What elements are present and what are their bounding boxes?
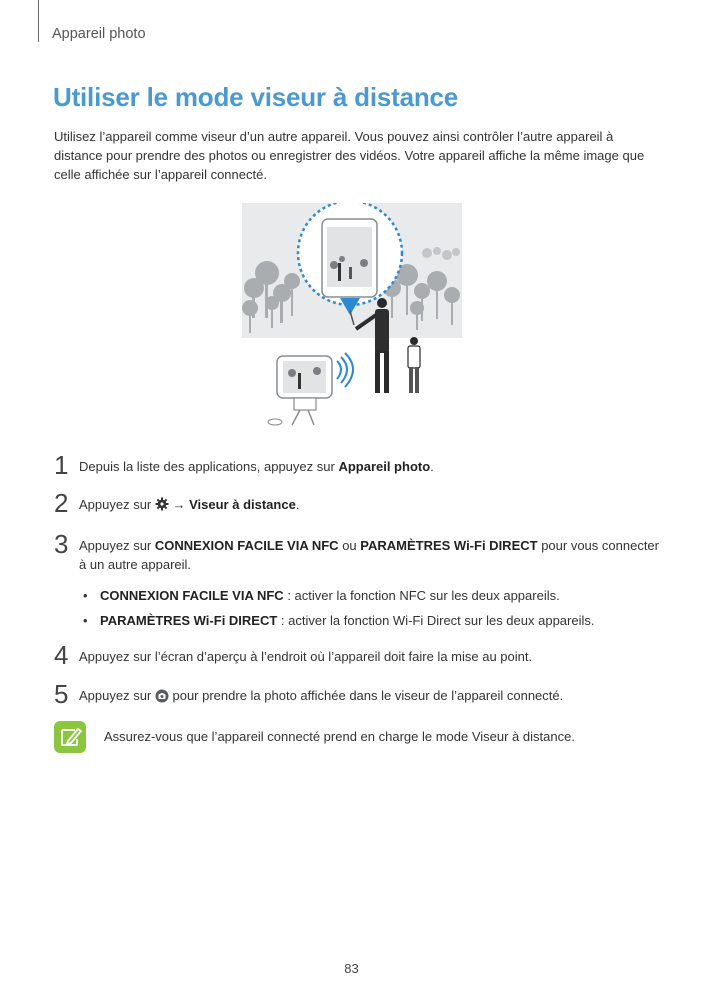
step-number: 1: [54, 450, 69, 480]
wifi-direct-option-label: PARAMÈTRES Wi-Fi DIRECT: [360, 538, 538, 553]
step-number: 4: [54, 640, 69, 670]
step-text: Appuyez sur pour prendre la photo affichée dans le viseur de l’appareil connecté.: [79, 688, 564, 703]
step-number: 3: [54, 529, 69, 559]
bullet-marker: •: [83, 613, 88, 628]
step-number: 2: [54, 488, 69, 518]
app-name-label: Appareil photo: [338, 459, 431, 474]
step-number: 5: [54, 679, 69, 709]
page-title: Utiliser le mode viseur à distance: [53, 82, 459, 112]
intro-paragraph: Utilisez l’appareil comme viseur d’un autre appareil. Vous pouvez ainsi contrôler l’autre appareil à distance pour prendre des photos ou enregistrer des vidéos. Votre appareil affiche la même image que celle affichée sur l’appareil connecté.: [54, 129, 645, 182]
step-text: Appuyez sur CONNEXION FACILE VIA NFC ou PARAMÈTRES Wi-Fi DIRECT pour vous connecter à un autre appareil.: [79, 538, 659, 572]
step-text: Appuyez sur l’écran d’aperçu à l’endroit où l’appareil doit faire la mise au point.: [79, 649, 533, 664]
step-text: Depuis la liste des applications, appuyez sur Appareil photo.: [79, 459, 434, 474]
settings-gear-icon: [155, 497, 169, 511]
bullet-marker: •: [83, 588, 88, 603]
nfc-option-label: CONNEXION FACILE VIA NFC: [154, 538, 339, 553]
page-number: 83: [344, 961, 359, 976]
camera-shutter-icon: [155, 689, 169, 703]
running-head: Appareil photo: [52, 26, 146, 42]
note-pencil-icon: [54, 721, 86, 753]
remote-viewfinder-illustration: [242, 203, 462, 429]
bullet-text: CONNEXION FACILE VIA NFC : activer la fonction NFC sur les deux appareils.: [100, 588, 560, 603]
header-rule: [38, 0, 39, 42]
menu-option-label: Viseur à distance: [189, 497, 296, 512]
step-text: Appuyez sur → Viseur à distance.: [79, 497, 300, 512]
note-text: Assurez-vous que l’appareil connecté prend en charge le mode Viseur à distance.: [104, 729, 575, 744]
bullet-text: PARAMÈTRES Wi-Fi DIRECT : activer la fonction Wi-Fi Direct sur les deux appareils.: [100, 613, 595, 628]
